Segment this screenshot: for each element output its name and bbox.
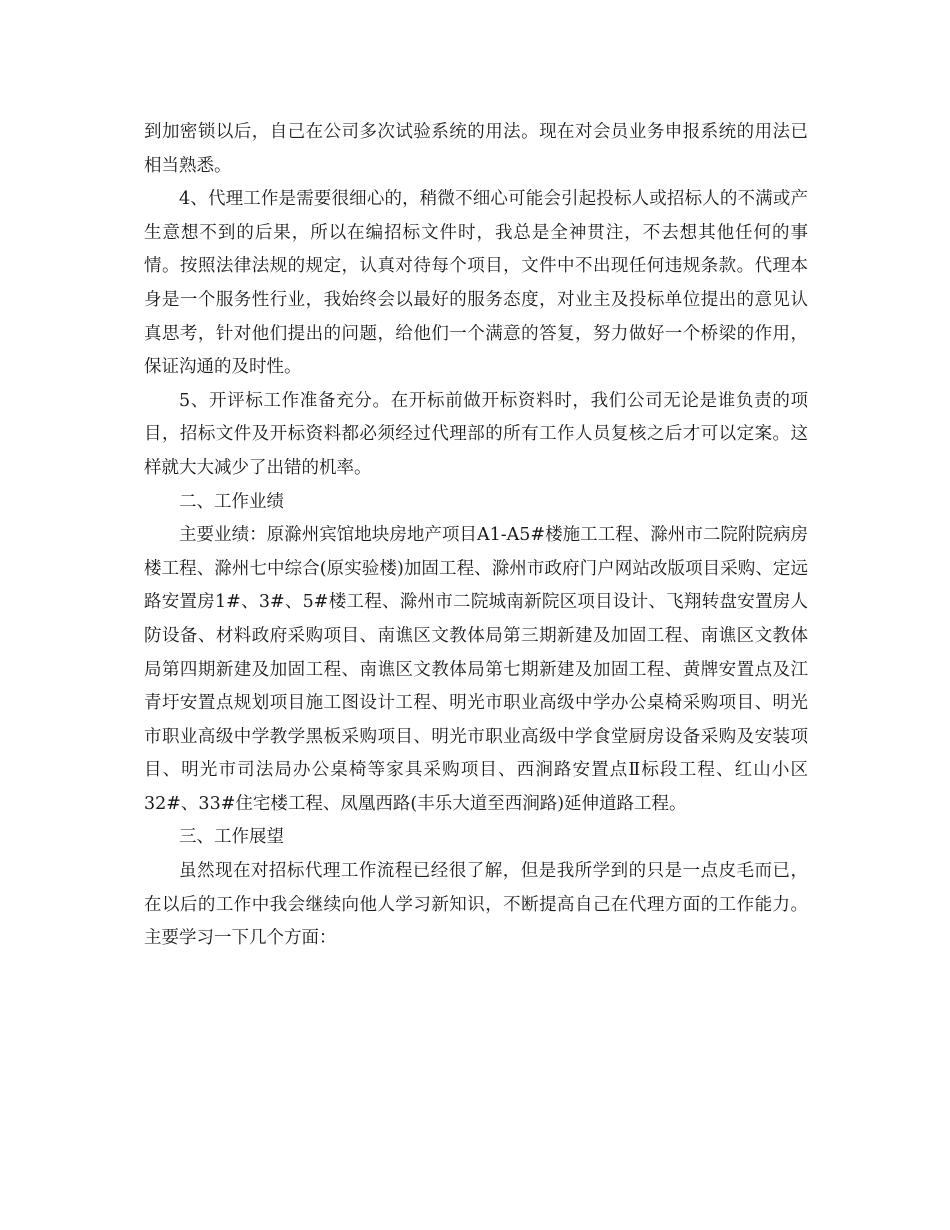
document-body	[144, 116, 808, 956]
section-heading-work-achievements: 二、工作业绩	[179, 491, 284, 512]
paragraph-outlook: 虽然现在对招标代理工作流程已经很了解，但是我所学到的只是一点皮毛而已，在以后的工作中我会继续向他人学习新知识，不断提高自己在代理方面的工作能力。主要学习一下几个方面：	[144, 861, 808, 949]
paragraph-item-4: 4、代理工作是需要很细心的，稍微不细心可能会引起投标人或招标人的不满或产生意想不到的后果，所以在编招标文件时，我总是全神贯注，不去想其他任何的事情。按照法律法规的规定，认真对待每个项目，文件中不出现任何违规条款。代理本身是一个服务性行业，我始终会以最好的服务态度，对业主及投标单位提出的意见认真思考，针对他们提出的问题，给他们一个满意的答复，努力做好一个桥梁的作用，保证沟通的及时性。	[144, 189, 808, 378]
paragraph-main-achievements: 主要业绩：原滁州宾馆地块房地产项目A1-A5#楼施工工程、滁州市二院附院病房楼工程、滁州七中综合(原实验楼)加固工程、滁州市政府门户网站改版项目采购、定远路安置房1#、3#、5#楼工程、滁州市二院城南新院区项目设计、飞翔转盘安置房人防设备、材料政府采购项目、南谯区文教体局第三期新建及加固工程、南谯区文教体局第四期新建及加固工程、南谯区文教体局第七期新建及加固工程、黄牌安置点及江青圩安置点规划项目施工图设计工程、明光市职业高级中学办公桌椅采购项目、明光市职业高级中学教学黑板采购项目、明光市职业高级中学食堂厨房设备采购及安装项目、明光市司法局办公桌椅等家具采购项目、西涧路安置点Ⅱ标段工程、红山小区32#、33#住宅楼工程、凤凰西路(丰乐大道至西涧路)延伸道路工程。	[144, 525, 808, 814]
section-heading-work-outlook: 三、工作展望	[179, 827, 284, 848]
paragraph-item-5: 5、开评标工作准备充分。在开标前做开标资料时，我们公司无论是谁负责的项目，招标文件及开标资料都必须经过代理部的所有工作人员复核之后才可以定案。这样就大大减少了出错的机率。	[144, 390, 808, 478]
paragraph-continued-intro: 到加密锁以后，自己在公司多次试验系统的用法。现在对会员业务申报系统的用法已相当熟悉。	[144, 122, 808, 176]
